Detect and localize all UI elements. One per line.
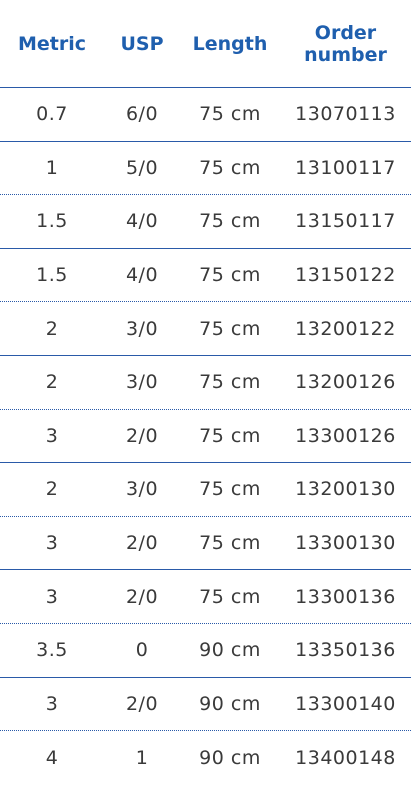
cell-metric: 3.5	[36, 639, 68, 662]
cell-length: 75 cm	[199, 264, 261, 287]
cell-length: 75 cm	[199, 371, 261, 394]
cell-length: 90 cm	[199, 746, 261, 769]
cell-usp: 3/0	[125, 317, 159, 340]
cell-metric: 2	[45, 478, 59, 501]
table-body	[0, 88, 411, 785]
table-header	[0, 0, 411, 88]
cell-length: 75 cm	[199, 317, 261, 340]
cell-metric: 1.5	[36, 264, 68, 287]
cell-usp: 3/0	[125, 371, 159, 394]
cell-length: 75 cm	[199, 156, 261, 179]
cell-order-number: 13300126	[295, 424, 396, 447]
cell-order-number: 13400148	[295, 746, 396, 769]
cell-usp: 2/0	[125, 692, 159, 715]
table-row	[0, 678, 411, 732]
cell-order-number: 13350136	[295, 639, 396, 662]
cell-order-number: 13200122	[295, 317, 396, 340]
cell-order-number: 13300130	[295, 532, 396, 555]
cell-length: 90 cm	[199, 639, 261, 662]
cell-metric: 0.7	[36, 103, 68, 126]
table-row	[0, 731, 411, 785]
cell-order-number: 13300136	[295, 585, 396, 608]
column-header-usp: USP	[120, 32, 164, 55]
column-header-order-line2: number	[304, 43, 387, 66]
cell-metric: 2	[45, 371, 59, 394]
cell-metric: 3	[45, 532, 59, 555]
cell-length: 75 cm	[199, 424, 261, 447]
cell-usp: 2/0	[125, 424, 159, 447]
table-row	[0, 88, 411, 142]
cell-usp: 4/0	[125, 210, 159, 233]
table-row	[0, 463, 411, 517]
table-row	[0, 570, 411, 624]
table-row	[0, 302, 411, 356]
table-row	[0, 517, 411, 571]
cell-order-number: 13100117	[295, 156, 396, 179]
table-row	[0, 249, 411, 303]
cell-order-number: 13150117	[295, 210, 396, 233]
cell-usp: 3/0	[125, 478, 159, 501]
table-row	[0, 624, 411, 678]
cell-order-number: 13150122	[295, 264, 396, 287]
cell-usp: 2/0	[125, 585, 159, 608]
cell-metric: 3	[45, 585, 59, 608]
cell-metric: 4	[45, 746, 59, 769]
cell-length: 75 cm	[199, 585, 261, 608]
column-header-order-line1: Order	[314, 21, 377, 44]
cell-metric: 2	[45, 317, 59, 340]
cell-length: 75 cm	[199, 210, 261, 233]
table-row	[0, 195, 411, 249]
column-header-metric: Metric	[17, 32, 87, 55]
cell-order-number: 13200130	[295, 478, 396, 501]
cell-usp: 2/0	[125, 532, 159, 555]
cell-usp: 5/0	[125, 156, 159, 179]
table-row	[0, 410, 411, 464]
table-row	[0, 142, 411, 196]
cell-usp: 0	[135, 639, 149, 662]
cell-usp: 1	[135, 746, 149, 769]
column-header-order-number	[280, 22, 411, 66]
column-header-length: Length	[192, 32, 268, 55]
cell-usp: 4/0	[125, 264, 159, 287]
cell-usp: 6/0	[125, 103, 159, 126]
cell-length: 75 cm	[199, 103, 261, 126]
cell-length: 75 cm	[199, 532, 261, 555]
cell-metric: 3	[45, 424, 59, 447]
cell-order-number: 13300140	[295, 692, 396, 715]
table-row	[0, 356, 411, 410]
cell-metric: 3	[45, 692, 59, 715]
cell-order-number: 13070113	[295, 103, 396, 126]
cell-length: 75 cm	[199, 478, 261, 501]
cell-metric: 1	[45, 156, 59, 179]
cell-length: 90 cm	[199, 692, 261, 715]
cell-metric: 1.5	[36, 210, 68, 233]
cell-order-number: 13200126	[295, 371, 396, 394]
